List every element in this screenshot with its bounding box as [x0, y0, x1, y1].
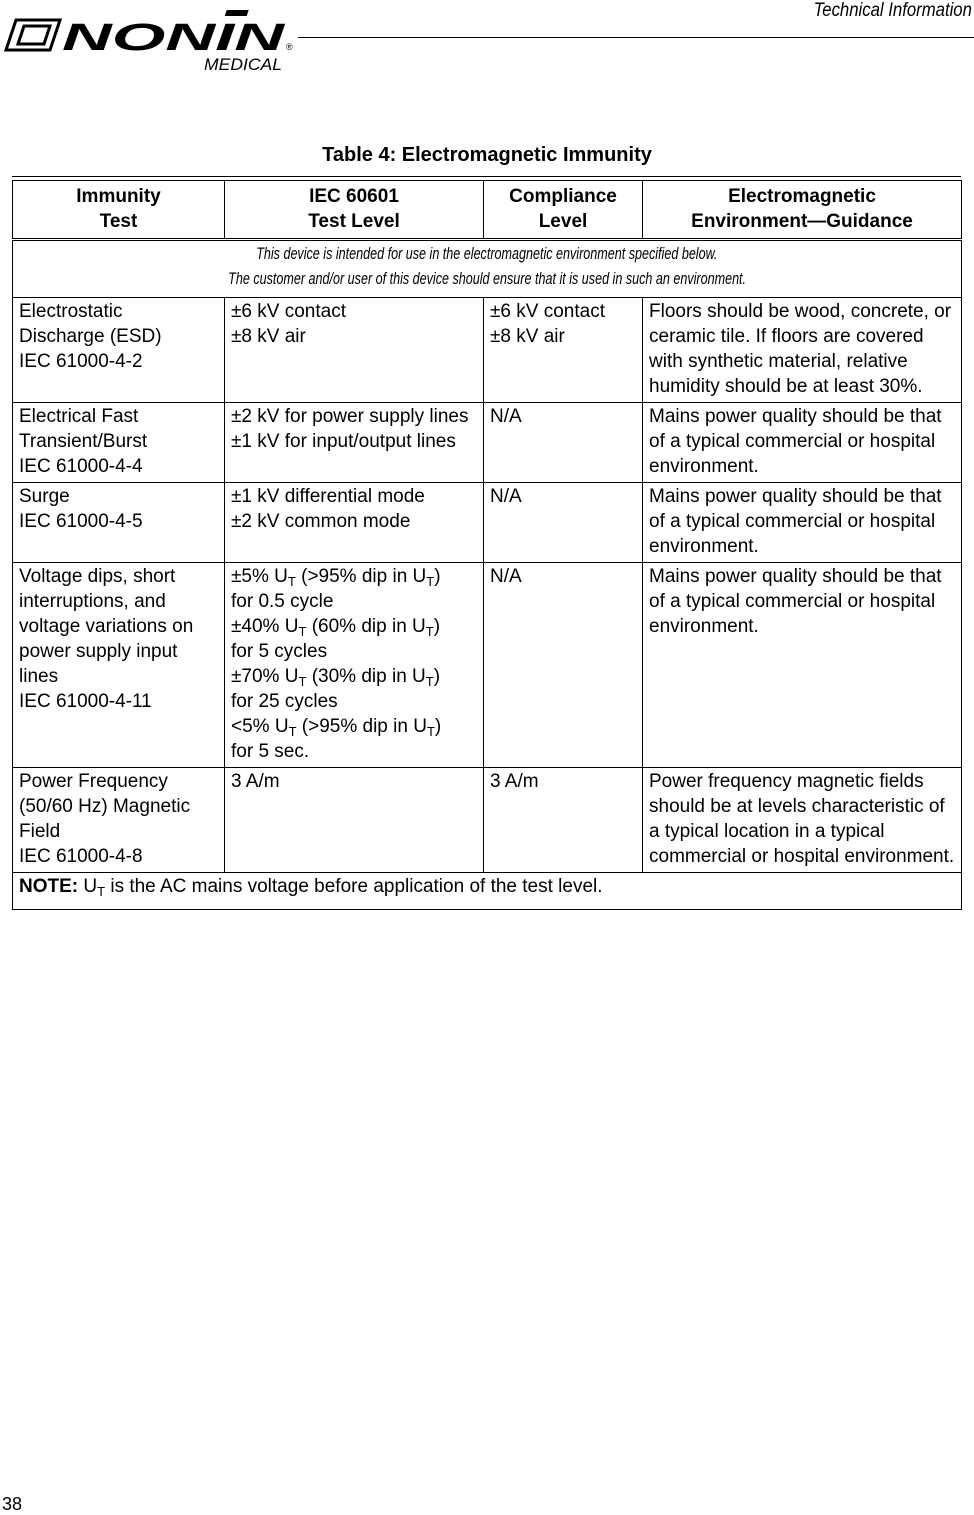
header-rule: [298, 37, 974, 38]
nonin-medical-logo: [4, 6, 304, 76]
table-note-row: [13, 873, 962, 910]
table-title: Table 4: Electromagnetic Immunity: [322, 144, 652, 166]
logo-wordmark: NONIN: [62, 17, 287, 59]
section-title: Technical Information: [813, 0, 972, 21]
table-row-power-frequency: [13, 768, 962, 873]
table-intro-row: [13, 240, 962, 298]
cell-test: Surge IEC 61000-4-5: [13, 483, 225, 563]
cell-level: ±6 kV contact ±8 kV air: [225, 298, 484, 403]
header-compliance-level: Compliance Level: [484, 181, 643, 240]
cell-test: Electrical Fast Transient/Burst IEC 61000-4-4: [13, 403, 225, 483]
table-row-eft: [13, 403, 962, 483]
table-header-row: [13, 181, 962, 240]
immunity-table: [12, 180, 962, 910]
cell-guidance: Power frequency magnetic fields should be at levels characteristic of a typical location in a typical commercial or hospital environment.: [643, 768, 962, 873]
header-guidance: Electromagnetic Environment—Guidance: [643, 181, 962, 240]
cell-guidance: Floors should be wood, concrete, or ceramic tile. If floors are covered with synthetic material, relative humidity should be at least 30%.: [643, 298, 962, 403]
cell-level: ±1 kV differential mode ±2 kV common mode: [225, 483, 484, 563]
table-top-rule: [12, 176, 961, 177]
cell-compliance: 3 A/m: [484, 768, 643, 873]
cell-guidance: Mains power quality should be that of a typical commercial or hospital environment.: [643, 403, 962, 483]
cell-test: Voltage dips, short interruptions, and voltage variations on power supply input lines IEC 61000-4-11: [13, 563, 225, 768]
cell-compliance: ±6 kV contact ±8 kV air: [484, 298, 643, 403]
table-row-voltage-dips: [13, 563, 962, 768]
cell-level: ±5% $U_T$ (>95% dip in $U_T$) for 0.5 cycle ±40% $U_T$ (60% dip in $U_T$) for 5 cycles ±70% $U_T$ (30% dip in $U_T$) for 25 cycles <5% $U_T$ (>95% dip in $U_T$) for 5 sec.: [225, 563, 484, 768]
immunity-table-wrapper: [12, 176, 961, 910]
logo-medical: MEDICAL: [204, 55, 282, 74]
svg-text:®: ®: [286, 42, 293, 52]
cell-compliance: N/A: [484, 403, 643, 483]
cell-guidance: Mains power quality should be that of a typical commercial or hospital environment.: [643, 483, 962, 563]
cell-test: Electrostatic Discharge (ESD) IEC 61000-4-2: [13, 298, 225, 403]
cell-compliance: N/A: [484, 483, 643, 563]
cell-level: ±2 kV for power supply lines ±1 kV for input/output lines: [225, 403, 484, 483]
table-note: NOTE: $U_T$ is the AC mains voltage before application of the test level.: [13, 873, 962, 910]
header-immunity-test: Immunity Test: [13, 181, 225, 240]
page-number: 38: [2, 1494, 23, 1514]
header-test-level: IEC 60601 Test Level: [225, 181, 484, 240]
cell-test: Power Frequency (50/60 Hz) Magnetic Field IEC 61000-4-8: [13, 768, 225, 873]
cell-guidance: Mains power quality should be that of a typical commercial or hospital environment.: [643, 563, 962, 768]
table-row-surge: [13, 483, 962, 563]
cell-level: 3 A/m: [225, 768, 484, 873]
intro-text: This device is intended for use in the electromagnetic environment specified below. The customer and/or user of this device should ensure that it is used in such an environment.: [13, 240, 962, 298]
table-row-esd: [13, 298, 962, 403]
cell-compliance: N/A: [484, 563, 643, 768]
